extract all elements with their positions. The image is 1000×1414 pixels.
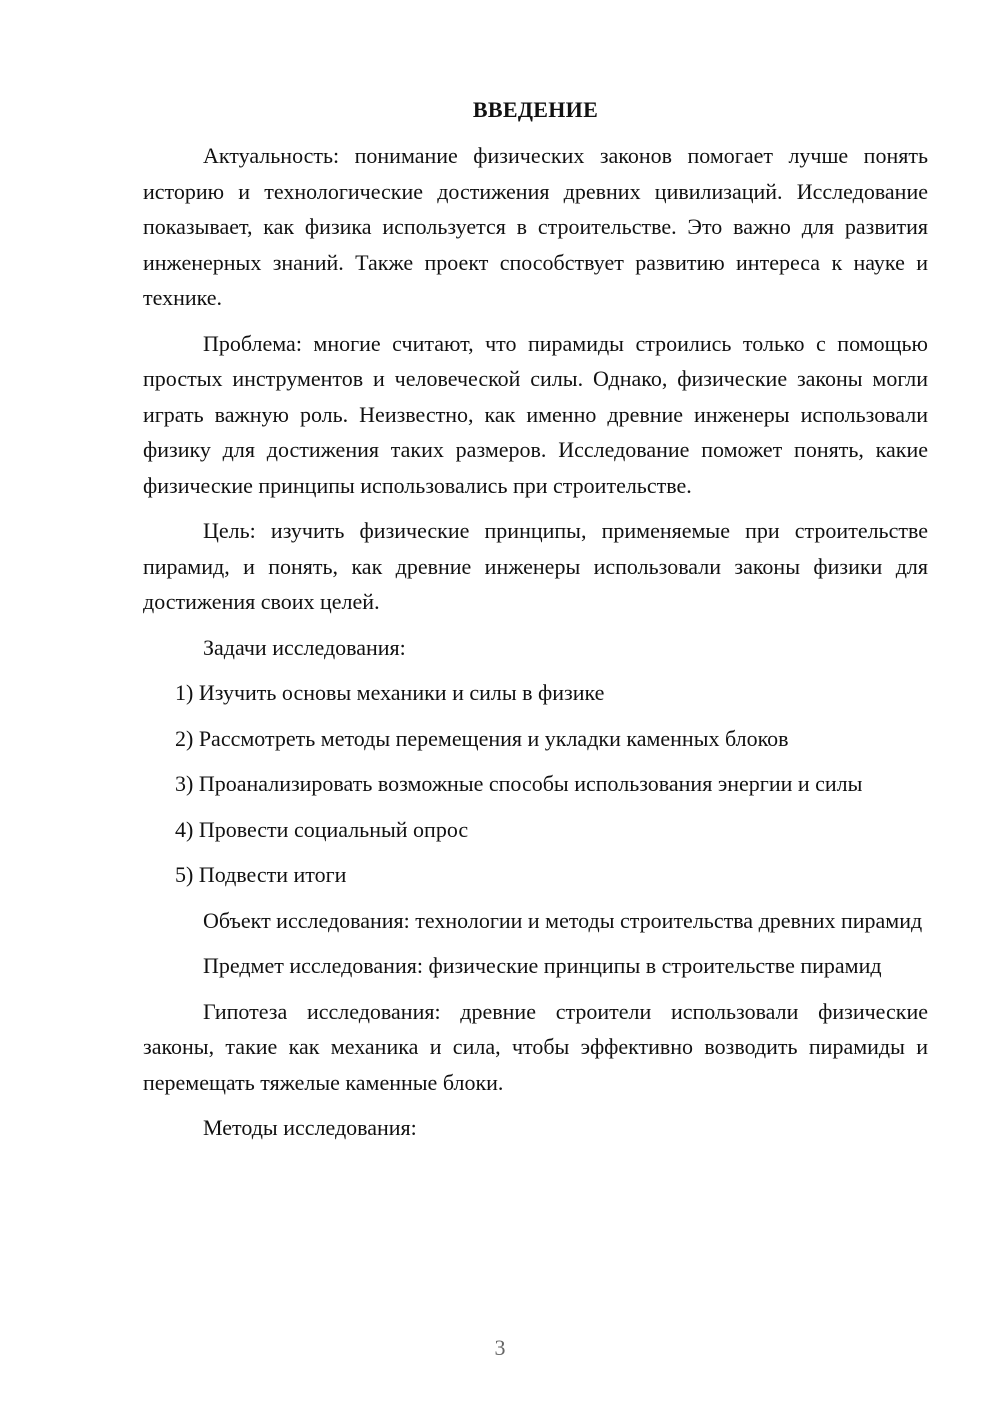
task-item: 5) Подвести итоги — [175, 862, 347, 887]
task-item: 2) Рассмотреть методы перемещения и укладки каменных блоков — [175, 725, 789, 751]
hypothesis-paragraph: Гипотеза исследования: древние строители использовали физические законы, такие как механика и сила, чтобы эффективно возводить пирамиды и перемещать тяжелые каменные блоки. — [143, 998, 928, 1095]
tasks-heading: Задачи исследования: — [203, 634, 406, 660]
task-item: 4) Провести социальный опрос — [175, 816, 469, 842]
subject-paragraph: Предмет исследования: физические принципы в строительстве пирамид — [203, 953, 882, 978]
page-number: 3 — [494, 1335, 506, 1360]
task-item: 1) Изучить основы механики и силы в физике — [175, 680, 605, 705]
relevance-paragraph: Актуальность: понимание физических законов помогает лучше понять историю и технологические достижения древних цивилизаций. Исследование показывает, как физика используется в строительстве. Это важно для развития инженерных знаний. Также проект способствует развитию интереса к науке и технике. — [143, 143, 928, 310]
problem-paragraph: Проблема: многие считают, что пирамиды строились только с помощью простых инструментов и человеческой силы. Однако, физические законы могли играть важную роль. Неизвестно, как именно древние инженеры использовали физику для достижения таких размеров. Исследование поможет понять, какие физические принципы использовались при строительстве. — [143, 330, 928, 498]
task-item: 3) Проанализировать возможные способы использования энергии и силы — [175, 771, 863, 796]
methods-heading: Методы исследования: — [203, 1115, 417, 1140]
goal-paragraph: Цель: изучить физические принципы, применяемые при строительстве пирамид, и понять, как древние инженеры использовали законы физики для достижения своих целей. — [143, 518, 928, 614]
page-content — [143, 96, 928, 1156]
section-title: ВВЕДЕНИЕ — [472, 97, 599, 122]
object-paragraph: Объект исследования: технологии и методы строительства древних пирамид — [203, 907, 923, 933]
